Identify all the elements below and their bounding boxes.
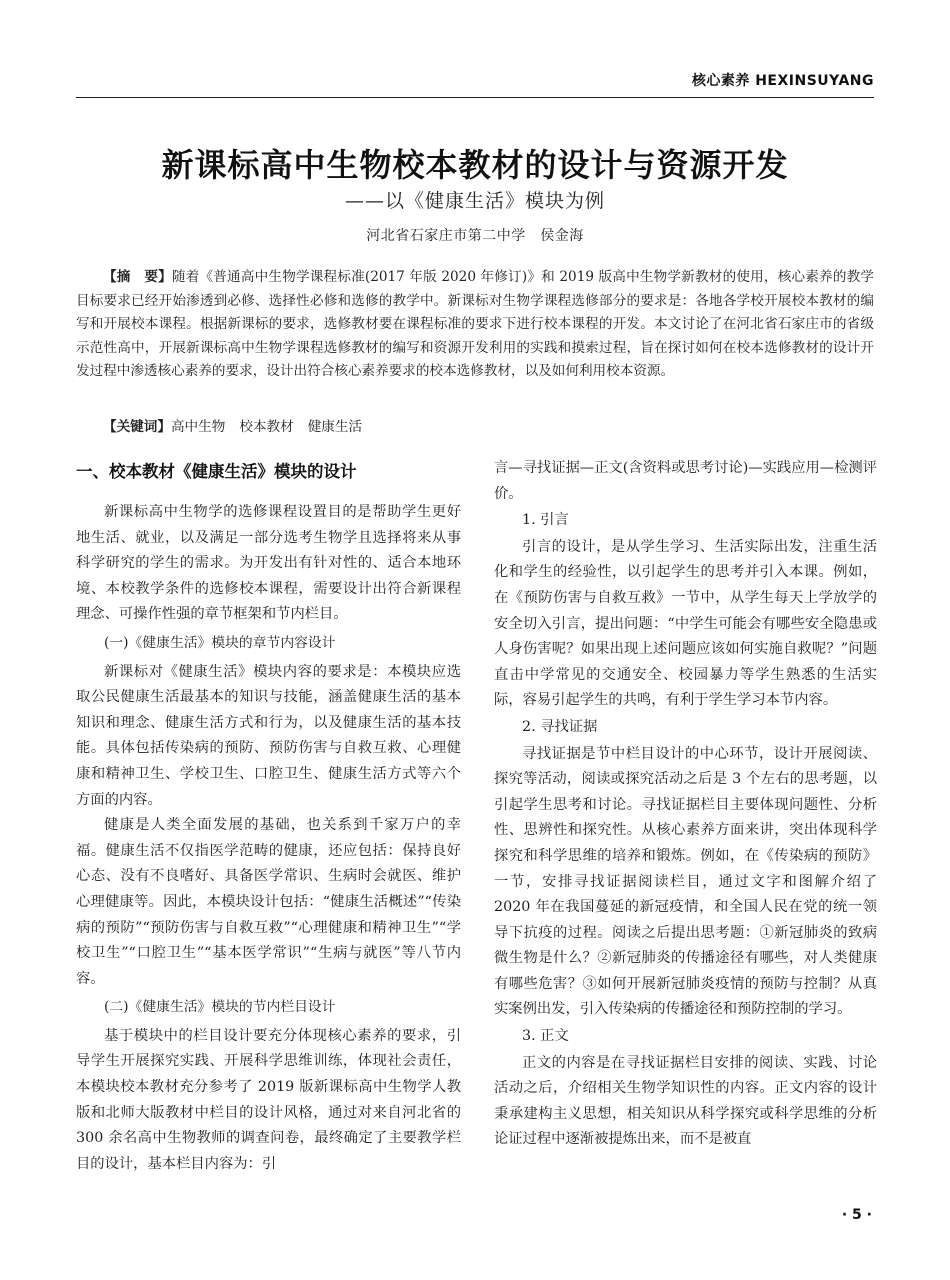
subsection-heading: (一)《健康生活》模块的章节内容设计 bbox=[104, 634, 336, 651]
column-heading-evidence: 2. 寻找证据 bbox=[522, 718, 598, 735]
keyword: 高中生物 bbox=[170, 419, 226, 435]
column-heading-main-text: 3. 正文 bbox=[522, 1028, 569, 1045]
left-column bbox=[76, 456, 461, 1177]
paragraph: 健康是人类全面发展的基础，也关系到千家万户的幸福。健康生活不仅指医学范畴的健康，还应包括：保持良好心态、没有不良嗜好、具备医学常识、生病时会就医、维护心理健康等。因此，本模块设计包括：“健康生活概述”“传染病的预防”“预防伤害与自救互救”“心理健康和精神卫生”“学校卫生”“口腔卫生”“基本医学常识”“生病与就医”等八节内容。 bbox=[76, 817, 461, 987]
paragraph: 新课标对《健康生活》模块内容的要求是：本模块应选取公民健康生活最基本的知识与技能，涵盖健康生活的基本知识和理念、健康生活方式和行为，以及健康生活的基本技能。具体包括传染病的预防、预防伤害与自救互救、心理健康和精神卫生、学校卫生、口腔卫生、健康生活方式等六个方面的内容。 bbox=[76, 663, 461, 808]
subsection-heading: (二)《健康生活》模块的节内栏目设计 bbox=[104, 999, 336, 1016]
abstract-label: 【摘 要】 bbox=[103, 269, 172, 285]
page-number: · 5 · bbox=[841, 1207, 872, 1223]
keywords bbox=[76, 416, 874, 440]
paragraph: 基于模块中的栏目设计要充分体现核心素养的要求，引导学生开展探究实践、开展科学思维训练，体现社会责任，本模块校本教材充分参考了 2019 版新课标高中生物学人教版和北师大版教材中栏目的设计风格，通过对来自河北省的 300 余名高中生物教师的调查问卷，最终确定了主要教学栏目的设计，基本栏目内容为：引 bbox=[76, 1027, 461, 1172]
header-rule bbox=[76, 97, 874, 98]
right-column bbox=[494, 456, 877, 1153]
keyword: 健康生活 bbox=[307, 419, 363, 435]
article-title: 新课标高中生物校本教材的设计与资源开发 bbox=[161, 146, 789, 184]
paragraph: 寻找证据是节中栏目设计的中心环节，设计开展阅读、探究等活动，阅读或探究活动之后是 3 个左右的思考题，以引起学生思考和讨论。寻找证据栏目主要体现问题性、分析性、思辨性和探究性。从核心素养方面来讲，突出体现科学探究和科学思维的培养和锻炼。例如，在《传染病的预防》一节，安排寻找证据阅读栏目，通过文字和图解介绍了 2020 年在我国蔓延的新冠疫情，和全国人民在党的统一领导下抗疫的过程。阅读之后提出思考题：①新冠肺炎的致病微生物是什么？②新冠肺炎的传播途径有哪些，对人类健康有哪些危害？③如何开展新冠肺炎疫情的预防与控制？从真实案例出发，引入传染病的传播途径和预防控制的学习。 bbox=[494, 745, 877, 1018]
section-heading: 一、校本教材《健康生活》模块的设计 bbox=[76, 462, 357, 481]
keyword: 校本教材 bbox=[239, 419, 294, 435]
article-subtitle: ——以《健康生活》模块为例 bbox=[344, 190, 605, 212]
paragraph-continued: 言—寻找证据—正文(含资料或思考讨论)—实践应用—检测评价。 bbox=[494, 460, 877, 502]
author-affiliation: 河北省石家庄市第二中学 侯金海 bbox=[366, 228, 584, 244]
abstract-text: 随着《普通高中生物学课程标准(2017 年版 2020 年修订)》和 2019 版高中生物学新教材的使用，核心素养的教学目标要求已经开始渗透到必修、选择性必修和选修的教学中。新课标对生物学课程选修部分的要求是：各地各学校开展校本教材的编写和开展校本课程。根据新课标的要求，选修教材要在课程标准的要求下进行校本课程的开发。本文讨论了在河北省石家庄市的省级示范性高中，开展新课标高中生物学课程选修教材的编写和资源开发利用的实践和摸索过程，旨在探讨如何在校本选修教材的设计开发过程中渗透核心素养的要求，设计出符合核心素养要求的校本选修教材，以及如何利用校本资源。 bbox=[76, 269, 874, 380]
paragraph: 引言的设计，是从学生学习、生活实际出发，注重生活化和学生的经验性，以引起学生的思考并引入本课。例如，在《预防伤害与自救互救》一节中，从学生每天上学放学的安全切入引言，提出问题：“中学生可能会有哪些安全隐患或人身伤害呢？如果出现上述问题应该如何实施自救呢？”问题直击中学常见的交通安全、校园暴力等学生熟悉的生活实际，容易引起学生的共鸣，有利于学生学习本节内容。 bbox=[494, 538, 877, 709]
column-heading-intro: 1. 引言 bbox=[522, 512, 569, 529]
abstract bbox=[76, 266, 874, 384]
paragraph: 正文的内容是在寻找证据栏目安排的阅读、实践、讨论活动之后，介绍相关生物学知识性的内容。正文内容的设计秉承建构主义思想，相关知识从科学探究或科学思维的分析论证过程中逐渐被提炼出来，而不是被直 bbox=[494, 1054, 877, 1148]
keywords-label: 【关键词】 bbox=[103, 419, 171, 435]
running-head: 核心素养 HEXINSUYANG bbox=[691, 73, 874, 89]
paragraph: 新课标高中生物学的选修课程设置目的是帮助学生更好地生活、就业，以及满足一部分选考生物学且选择将来从事科学研究的学生的需求。为开发出有针对性的、适合本地环境、本校教学条件的选修校本课程，需要设计出符合新课程理念、可操作性强的章节框架和节内栏目。 bbox=[76, 504, 461, 623]
